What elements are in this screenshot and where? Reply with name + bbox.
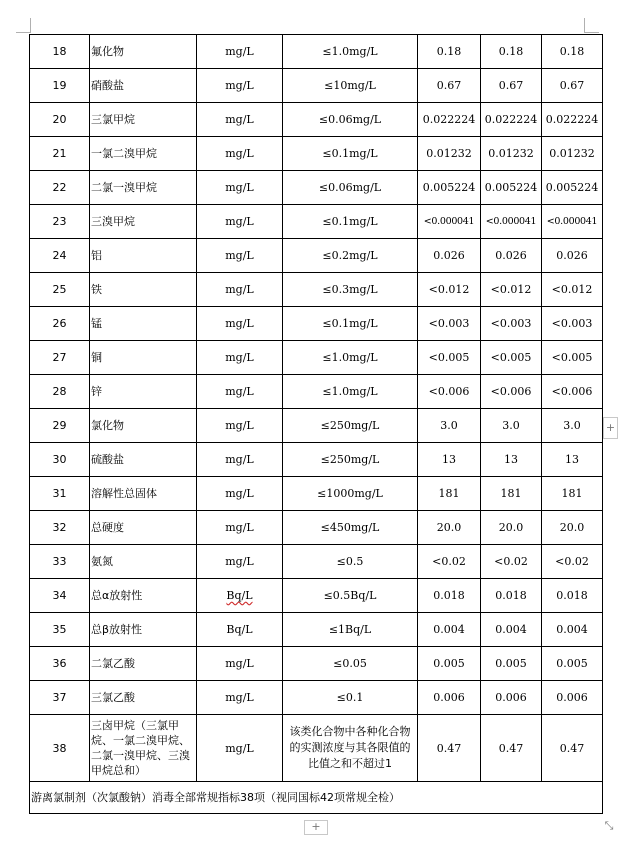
result-2: <0.012 — [481, 273, 542, 307]
result-2: 0.67 — [481, 69, 542, 103]
limit-value: ≤0.06mg/L — [283, 171, 418, 205]
unit: mg/L — [197, 273, 283, 307]
row-number: 33 — [30, 545, 90, 579]
crop-mark-top-right — [584, 18, 599, 33]
indicator-name: 总α放射性 — [90, 579, 197, 613]
row-number: 29 — [30, 409, 90, 443]
result-2: <0.000041 — [481, 205, 542, 239]
result-2: 13 — [481, 443, 542, 477]
table-row — [30, 715, 603, 782]
row-number: 28 — [30, 375, 90, 409]
indicator-name: 氟化物 — [90, 35, 197, 69]
result-3: 13 — [542, 443, 603, 477]
limit-value: ≤1.0mg/L — [283, 375, 418, 409]
table-row — [30, 443, 603, 477]
result-1: <0.003 — [418, 307, 481, 341]
table-row — [30, 35, 603, 69]
result-3: 0.026 — [542, 239, 603, 273]
result-3: 0.005224 — [542, 171, 603, 205]
unit: mg/L — [197, 681, 283, 715]
row-number: 36 — [30, 647, 90, 681]
table-resize-handle-icon[interactable]: ⤡ — [604, 819, 614, 832]
result-3: 0.005 — [542, 647, 603, 681]
table-row — [30, 171, 603, 205]
result-1: 0.67 — [418, 69, 481, 103]
row-number: 26 — [30, 307, 90, 341]
indicator-name: 锌 — [90, 375, 197, 409]
limit-value: ≤0.06mg/L — [283, 103, 418, 137]
crop-mark-top-left — [16, 18, 31, 33]
table-row — [30, 137, 603, 171]
row-number: 20 — [30, 103, 90, 137]
indicator-name: 二氯乙酸 — [90, 647, 197, 681]
result-2: 0.022224 — [481, 103, 542, 137]
result-2: 0.47 — [481, 715, 542, 782]
result-1: 0.018 — [418, 579, 481, 613]
result-2: 181 — [481, 477, 542, 511]
indicator-name: 锰 — [90, 307, 197, 341]
result-1: 3.0 — [418, 409, 481, 443]
table-row — [30, 239, 603, 273]
unit: mg/L — [197, 647, 283, 681]
result-1: 181 — [418, 477, 481, 511]
result-3: <0.02 — [542, 545, 603, 579]
table-row — [30, 341, 603, 375]
row-number: 32 — [30, 511, 90, 545]
result-3: 0.022224 — [542, 103, 603, 137]
result-2: 3.0 — [481, 409, 542, 443]
table-row — [30, 273, 603, 307]
row-number: 35 — [30, 613, 90, 647]
table-row — [30, 307, 603, 341]
result-3: <0.005 — [542, 341, 603, 375]
limit-value: ≤0.1 — [283, 681, 418, 715]
limit-value: ≤1.0mg/L — [283, 341, 418, 375]
add-column-button[interactable]: + — [603, 417, 618, 439]
result-2: 0.18 — [481, 35, 542, 69]
result-1: 0.022224 — [418, 103, 481, 137]
table-row — [30, 409, 603, 443]
unit: mg/L — [197, 545, 283, 579]
result-1: 0.026 — [418, 239, 481, 273]
result-2: 0.004 — [481, 613, 542, 647]
table-row — [30, 681, 603, 715]
indicator-name: 氯化物 — [90, 409, 197, 443]
limit-value: ≤0.3mg/L — [283, 273, 418, 307]
result-3: 20.0 — [542, 511, 603, 545]
result-2: <0.003 — [481, 307, 542, 341]
result-1: <0.012 — [418, 273, 481, 307]
result-1: 0.18 — [418, 35, 481, 69]
table-row — [30, 375, 603, 409]
indicator-name: 氨氮 — [90, 545, 197, 579]
result-3: <0.006 — [542, 375, 603, 409]
result-3: <0.012 — [542, 273, 603, 307]
unit: Bq/L — [197, 579, 283, 613]
unit: mg/L — [197, 205, 283, 239]
result-3: 181 — [542, 477, 603, 511]
indicator-name: 一氯二溴甲烷 — [90, 137, 197, 171]
result-2: 0.006 — [481, 681, 542, 715]
result-2: 0.018 — [481, 579, 542, 613]
table-row — [30, 69, 603, 103]
result-1: <0.000041 — [418, 205, 481, 239]
limit-value: ≤0.05 — [283, 647, 418, 681]
table-row — [30, 477, 603, 511]
indicator-name: 三氯乙酸 — [90, 681, 197, 715]
unit: mg/L — [197, 137, 283, 171]
indicator-name: 二氯一溴甲烷 — [90, 171, 197, 205]
indicator-name: 三溴甲烷 — [90, 205, 197, 239]
indicator-name: 铜 — [90, 341, 197, 375]
unit: Bq/L — [197, 613, 283, 647]
row-number: 18 — [30, 35, 90, 69]
limit-value: ≤450mg/L — [283, 511, 418, 545]
unit: mg/L — [197, 171, 283, 205]
table-footer-row — [30, 782, 603, 814]
result-1: 0.47 — [418, 715, 481, 782]
result-2: 0.026 — [481, 239, 542, 273]
indicator-name: 三氯甲烷 — [90, 103, 197, 137]
result-1: 0.005224 — [418, 171, 481, 205]
limit-value: ≤0.1mg/L — [283, 307, 418, 341]
row-number: 30 — [30, 443, 90, 477]
indicator-name: 硫酸盐 — [90, 443, 197, 477]
row-number: 37 — [30, 681, 90, 715]
limit-value: ≤250mg/L — [283, 443, 418, 477]
indicator-name: 总硬度 — [90, 511, 197, 545]
unit: mg/L — [197, 409, 283, 443]
unit: mg/L — [197, 35, 283, 69]
indicator-name: 三卤甲烷（三氯甲烷、一氯二溴甲烷、二氯一溴甲烷、三溴甲烷总和） — [90, 715, 197, 782]
unit: mg/L — [197, 511, 283, 545]
unit: mg/L — [197, 69, 283, 103]
row-number: 24 — [30, 239, 90, 273]
result-2: 0.005224 — [481, 171, 542, 205]
result-3: 0.47 — [542, 715, 603, 782]
table-row — [30, 647, 603, 681]
result-3: 0.006 — [542, 681, 603, 715]
unit: mg/L — [197, 307, 283, 341]
footer-note: 游离氯制剂（次氯酸钠）消毒全部常规指标38项（视同国标42项常规全检） — [30, 782, 603, 814]
table-row — [30, 613, 603, 647]
unit: mg/L — [197, 341, 283, 375]
result-2: 20.0 — [481, 511, 542, 545]
unit: mg/L — [197, 375, 283, 409]
table-row — [30, 103, 603, 137]
unit: mg/L — [197, 477, 283, 511]
row-number: 22 — [30, 171, 90, 205]
table-row — [30, 205, 603, 239]
unit: mg/L — [197, 443, 283, 477]
result-1: 0.01232 — [418, 137, 481, 171]
result-1: 13 — [418, 443, 481, 477]
limit-value: ≤250mg/L — [283, 409, 418, 443]
row-number: 27 — [30, 341, 90, 375]
result-1: <0.005 — [418, 341, 481, 375]
limit-value: ≤0.2mg/L — [283, 239, 418, 273]
result-1: <0.02 — [418, 545, 481, 579]
result-1: 0.005 — [418, 647, 481, 681]
row-number: 31 — [30, 477, 90, 511]
row-number: 23 — [30, 205, 90, 239]
result-1: <0.006 — [418, 375, 481, 409]
limit-value: ≤0.5 — [283, 545, 418, 579]
limit-value: ≤1Bq/L — [283, 613, 418, 647]
result-2: <0.02 — [481, 545, 542, 579]
indicator-name: 铝 — [90, 239, 197, 273]
row-number: 19 — [30, 69, 90, 103]
limit-value: ≤1.0mg/L — [283, 35, 418, 69]
limit-value: ≤10mg/L — [283, 69, 418, 103]
row-number: 25 — [30, 273, 90, 307]
row-number: 34 — [30, 579, 90, 613]
result-3: <0.003 — [542, 307, 603, 341]
result-3: 0.18 — [542, 35, 603, 69]
result-3: 3.0 — [542, 409, 603, 443]
limit-value: 该类化合物中各种化合物的实测浓度与其各限值的比值之和不超过1 — [283, 715, 418, 782]
result-3: 0.004 — [542, 613, 603, 647]
result-3: 0.018 — [542, 579, 603, 613]
unit: mg/L — [197, 715, 283, 782]
result-3: <0.000041 — [542, 205, 603, 239]
result-2: <0.006 — [481, 375, 542, 409]
table-row — [30, 545, 603, 579]
water-quality-table — [29, 34, 603, 814]
result-1: 0.004 — [418, 613, 481, 647]
result-1: 20.0 — [418, 511, 481, 545]
indicator-name: 总β放射性 — [90, 613, 197, 647]
row-number: 38 — [30, 715, 90, 782]
unit: mg/L — [197, 239, 283, 273]
indicator-name: 铁 — [90, 273, 197, 307]
limit-value: ≤0.5Bq/L — [283, 579, 418, 613]
result-2: 0.01232 — [481, 137, 542, 171]
result-2: <0.005 — [481, 341, 542, 375]
limit-value: ≤1000mg/L — [283, 477, 418, 511]
table-row — [30, 579, 603, 613]
limit-value: ≤0.1mg/L — [283, 205, 418, 239]
result-2: 0.005 — [481, 647, 542, 681]
result-3: 0.01232 — [542, 137, 603, 171]
limit-value: ≤0.1mg/L — [283, 137, 418, 171]
row-number: 21 — [30, 137, 90, 171]
indicator-name: 硝酸盐 — [90, 69, 197, 103]
table-row — [30, 511, 603, 545]
indicator-name: 溶解性总固体 — [90, 477, 197, 511]
add-row-button[interactable]: + — [304, 820, 328, 835]
result-3: 0.67 — [542, 69, 603, 103]
result-1: 0.006 — [418, 681, 481, 715]
unit: mg/L — [197, 103, 283, 137]
